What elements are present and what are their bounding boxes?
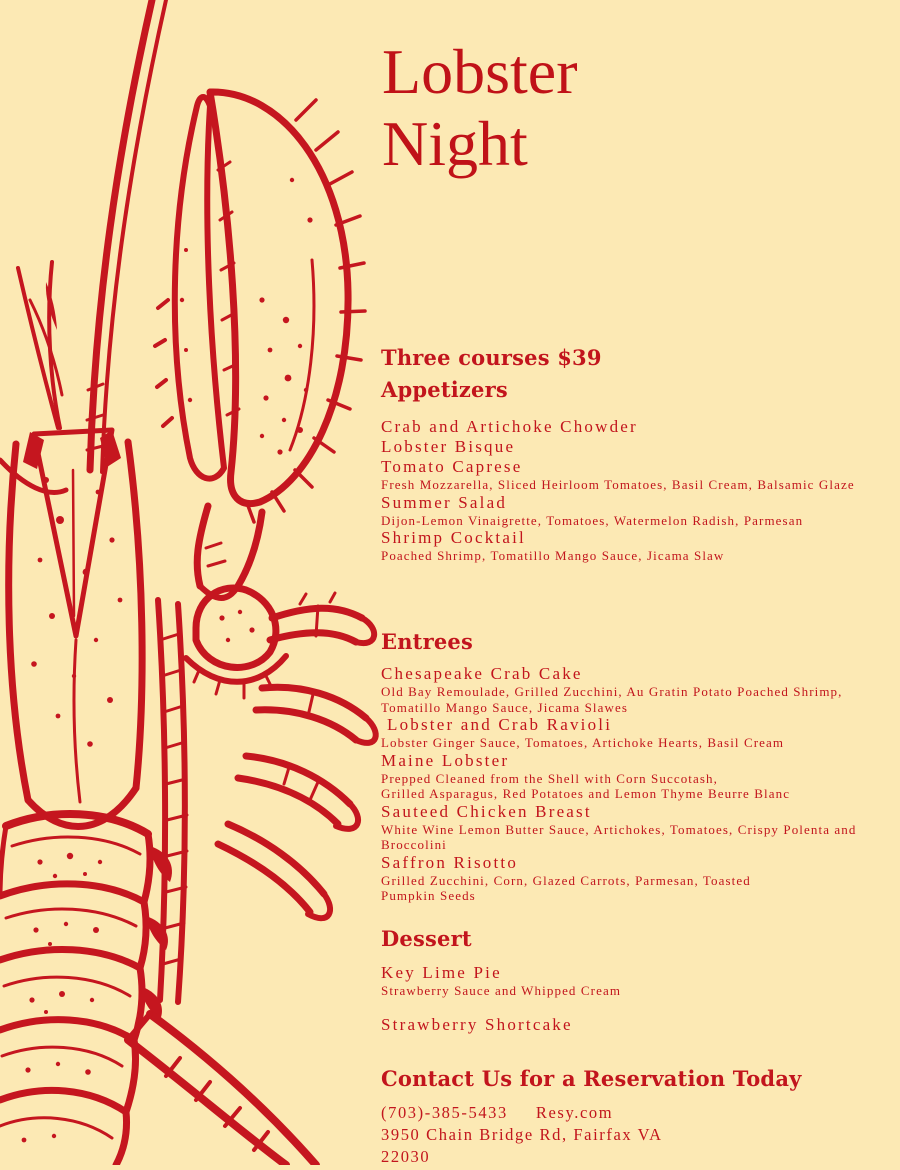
menu-item-description: Grilled Asparagus, Red Potatoes and Lemon Thyme Beurre Blanc <box>381 786 791 801</box>
menu-item-name: Lobster Bisque <box>381 437 516 456</box>
appetizers-list <box>381 417 886 564</box>
entrees-list <box>381 664 886 904</box>
menu-item-name: Sauteed Chicken Breast <box>381 801 592 821</box>
menu-item-name: Lobster and Crab Ravioli <box>387 715 613 734</box>
menu-item-name: Key Lime Pie <box>381 963 502 982</box>
contact-phone-row <box>381 1102 886 1124</box>
menu-item-description: Dijon-Lemon Vinaigrette, Tomatoes, Watermelon Radish, Parmesan <box>381 512 804 528</box>
contact-info <box>381 1102 886 1168</box>
antennule-icon <box>18 262 62 428</box>
lobster-legs <box>218 593 376 918</box>
section-heading-entrees: Entrees <box>381 629 473 654</box>
section-heading-dessert: Dessert <box>381 926 472 951</box>
menu-item <box>381 437 886 457</box>
contact-address-line2: 22030 <box>381 1147 431 1166</box>
pricing-note: Three courses $39 <box>381 345 602 370</box>
menu-item-description: Fresh Mozzarella, Sliced Heirloom Tomatoes, Basil Cream, Balsamic Glaze <box>381 477 855 492</box>
menu-item <box>381 664 886 715</box>
menu-item-description: Lobster Ginger Sauce, Tomatoes, Artichoke Hearts, Basil Cream <box>381 735 785 750</box>
menu-item <box>381 528 886 564</box>
page-title-line1: Lobster <box>382 36 578 107</box>
bottom-leg <box>128 1014 316 1165</box>
contact-address-line1: 3950 Chain Bridge Rd, Fairfax VA <box>381 1125 663 1144</box>
menu-item-description: Pumpkin Seeds <box>381 888 476 903</box>
menu-item-name: Summer Salad <box>381 492 508 512</box>
menu-item <box>381 417 886 437</box>
menu-item <box>381 751 886 802</box>
menu-item-description: Old Bay Remoulade, Grilled Zucchini, Au Gratin Potato Poached Shrimp, Tomatillo Mango Sauce, Jicama Slawes <box>381 684 843 715</box>
menu-item-name: Tomato Caprese <box>381 457 523 476</box>
contact-booking-site: Resy.com <box>535 1103 614 1122</box>
lobster-claw <box>155 92 365 522</box>
antenna-icon <box>0 0 166 492</box>
page-title <box>382 36 862 181</box>
menu-item-name: Maine Lobster <box>381 750 510 770</box>
menu-item <box>381 853 886 904</box>
contact-heading: Contact Us for a Reservation Today <box>381 1066 802 1091</box>
section-heading-appetizers: Appetizers <box>381 377 508 402</box>
menu-item <box>381 457 886 493</box>
menu-item <box>381 963 886 999</box>
dessert-list <box>381 963 886 1035</box>
menu-item <box>381 493 886 529</box>
menu-item-name: Shrimp Cocktail <box>381 528 526 547</box>
menu-item-name: Crab and Artichoke Chowder <box>381 417 638 436</box>
menu-item-name: Saffron Risotto <box>381 852 519 872</box>
lobster-head <box>9 430 142 826</box>
menu-item-description: Strawberry Sauce and Whipped Cream <box>381 983 622 998</box>
menu-item-name: Chesapeake Crab Cake <box>381 664 583 683</box>
menu-item <box>381 802 886 853</box>
menu-item-description: Prepped Cleaned from the Shell with Corn Succotash, <box>381 770 718 786</box>
menu-item <box>381 1015 886 1035</box>
menu-item-description: White Wine Lemon Butter Sauce, Artichokes, Tomatoes, Crispy Polenta and Broccolini <box>381 821 857 852</box>
menu-item-description: Poached Shrimp, Tomatillo Mango Sauce, Jicama Slaw <box>381 548 725 563</box>
menu-item <box>381 715 886 751</box>
lobster-illustration <box>0 0 380 1165</box>
menu-item-name: Strawberry Shortcake <box>381 1014 573 1034</box>
contact-phone: (703)-385-5433 <box>381 1103 508 1122</box>
lobster-tail-segments <box>0 814 172 1165</box>
menu-item-description: Grilled Zucchini, Corn, Glazed Carrots, Parmesan, Toasted <box>381 872 751 888</box>
lobster-line-art-svg <box>0 0 380 1165</box>
page-title-line2: Night <box>382 108 528 180</box>
